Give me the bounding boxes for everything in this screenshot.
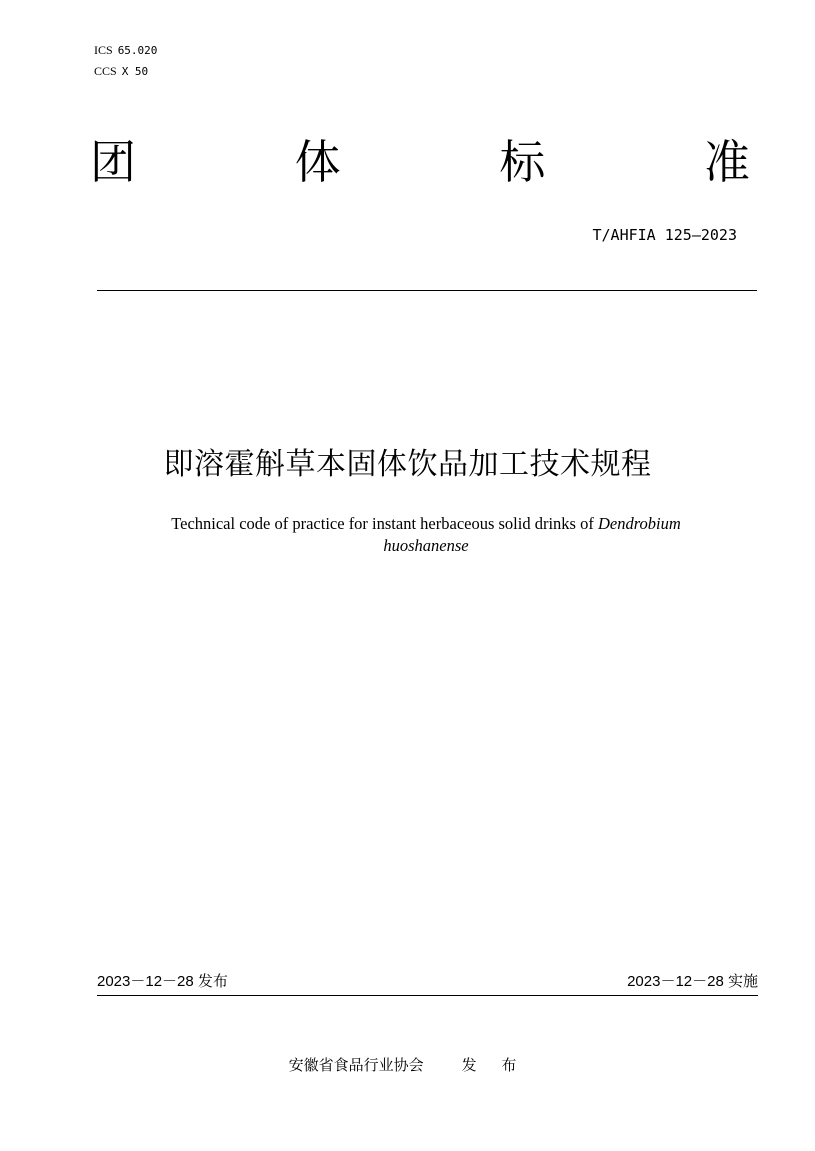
standard-type-char: 团 [90,135,136,189]
ics-label: ICS [94,43,113,57]
standard-number: T/AHFIA 125—2023 [592,226,737,244]
title-en-species: huoshanense [383,536,469,555]
classification-codes [94,40,157,82]
implement-date: 2023－12－28 实施 [627,973,758,990]
ccs-code [94,61,157,82]
title-en-text: Technical code of practice for instant herbaceous solid drinks of [171,514,598,533]
title-en-genus: Dendrobium [597,514,681,533]
document-title-zh: 即溶霍斛草本固体饮品加工技术规程 [163,447,652,482]
standard-type-char: 体 [294,135,341,189]
ics-code [94,40,157,61]
bottom-divider [97,995,758,996]
dates-row [97,971,758,993]
issue-date: 2023－12－28 发布 [97,973,228,990]
publisher-name: 安徽省食品行业协会 [288,1056,424,1074]
ccs-label: CCS [94,64,117,78]
standard-type-char: 准 [703,135,750,189]
standard-type-heading [90,134,750,190]
publisher-line [0,1054,815,1076]
top-divider [97,290,757,291]
document-title-en [120,513,732,557]
publish-action: 发 布 [461,1056,527,1074]
ics-value: 65.020 [117,44,158,57]
standard-type-char: 标 [499,135,546,189]
ccs-value: X 50 [121,65,149,78]
